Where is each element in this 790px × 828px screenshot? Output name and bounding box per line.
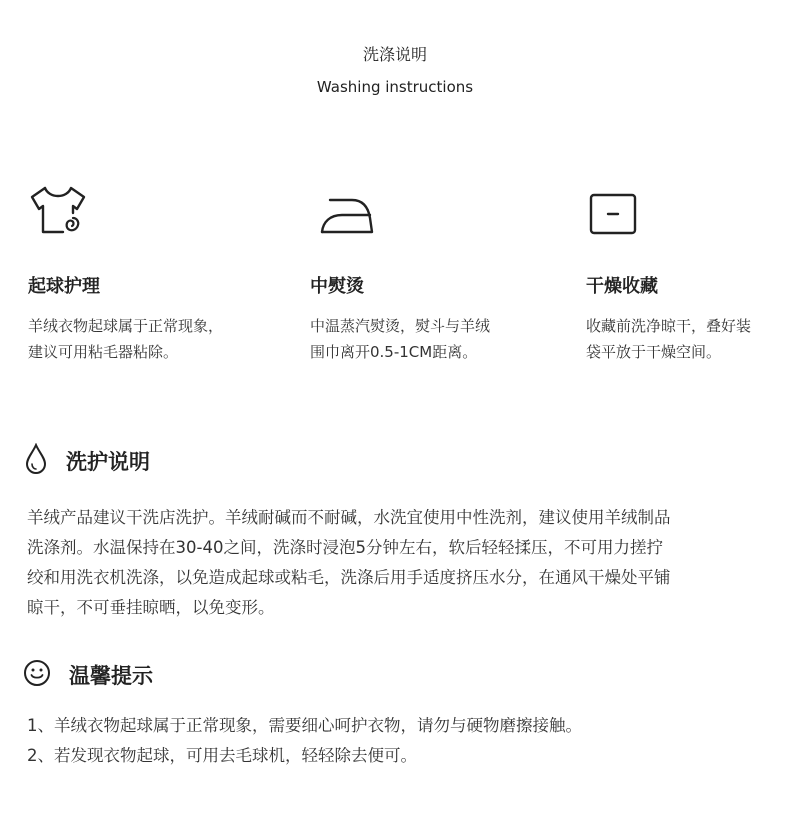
pilling-care-text: 羊绒衣物起球属于正常现象， 建议可用粘毛器粘除。 <box>28 317 224 361</box>
page-subtitle: Washing instructions <box>316 78 474 96</box>
storage-text: 收藏前洗净晾干，叠好装 袋平放于干燥空间。 <box>586 317 752 361</box>
iron-icon <box>318 196 376 236</box>
tshirt-pilling-icon <box>28 185 88 237</box>
pilling-care-title: 起球护理 <box>28 276 100 297</box>
smiley-icon <box>23 659 51 687</box>
care-section-title: 洗护说明 <box>66 450 150 474</box>
tips-section-text <box>27 711 772 771</box>
tips-section-title: 温馨提示 <box>69 664 153 688</box>
water-drop-icon <box>25 443 47 475</box>
tip-item: 1、羊绒衣物起球属于正常现象，需要细心呵护衣物，请勿与硬物磨擦接触。 <box>27 716 582 735</box>
page-title: 洗涤说明 <box>362 45 427 64</box>
care-section-text: 羊绒产品建议干洗店洗护。羊绒耐碱而不耐碱，水洗宜使用中性洗剂，建议使用羊绒制品 洗涤剂。水温保持在30-40之间，洗涤时浸泡5分钟左右，软后轻轻揉压，不可用力搓拧 绞和用洗衣机洗涤，以免造成起球或粘毛，洗涤后用手适度挤压水分，在通风干燥处平铺 晾干，不可垂挂晾晒，以免变形。 <box>27 508 671 617</box>
storage-box-icon <box>589 193 637 235</box>
tip-item: 2、若发现衣物起球，可用去毛球机，轻轻除去便可。 <box>27 746 417 765</box>
ironing-text: 中温蒸汽熨烫，熨斗与羊绒 围巾离开0.5-1CM距离。 <box>310 317 491 361</box>
storage-title: 干燥收藏 <box>586 276 658 297</box>
ironing-title: 中熨烫 <box>310 276 364 297</box>
